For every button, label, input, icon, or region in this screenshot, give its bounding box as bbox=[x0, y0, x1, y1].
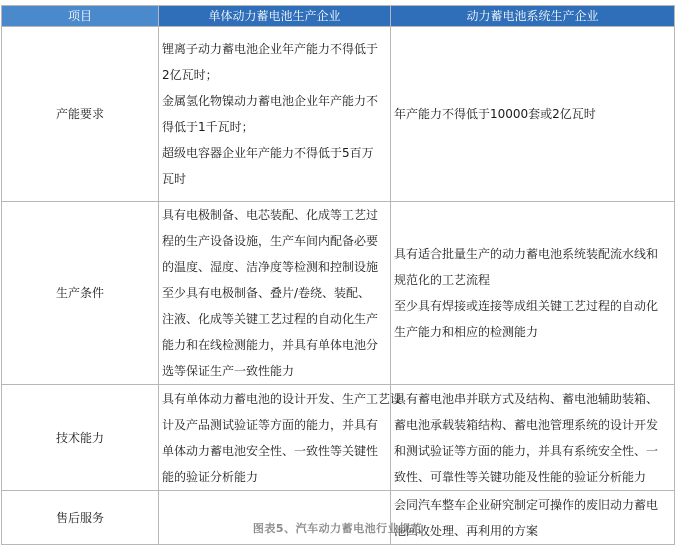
text-line: 具有适合批量生产的动力蓄电池系统装配流水线和 bbox=[394, 247, 659, 261]
text-line: 和测试验证等方面的能力，并具有系统安全性、一 bbox=[394, 443, 659, 458]
text-line: 的温度、湿度、洁净度等检测和控制设施 bbox=[162, 260, 379, 274]
text-line: 超级电容器企业年产能力不得低于5百万 bbox=[162, 146, 374, 160]
table-row bbox=[2, 491, 675, 545]
header-row bbox=[2, 6, 675, 27]
text-line: 具有单体动力蓄电池的设计开发、生产工艺设 bbox=[162, 391, 403, 406]
header-item: 项目 bbox=[2, 6, 159, 27]
text-line: 金属氢化物镍动力蓄电池企业年产能力不 bbox=[162, 94, 379, 108]
cell-enterprise-value bbox=[159, 202, 391, 385]
spec-table bbox=[1, 5, 675, 545]
text-line: 注液、化成等关键工艺过程的自动化生产 bbox=[162, 312, 379, 326]
table-row bbox=[2, 27, 675, 202]
table-row bbox=[2, 202, 675, 385]
text-line: 规范化的工艺流程 bbox=[394, 273, 491, 287]
table-row bbox=[2, 385, 675, 491]
text-line: 生产能力和相应的检测能力 bbox=[394, 325, 539, 339]
cell-enterprise-value bbox=[159, 385, 403, 491]
text-line: 年产能力不得低于10000套或2亿瓦时 bbox=[394, 107, 596, 121]
text-line: 能力和在线检测能力，并具有单体电池分 bbox=[162, 338, 379, 352]
cell-enterprise-value bbox=[159, 491, 391, 545]
text-line: 2亿瓦时； bbox=[162, 68, 218, 82]
text-line: 具有蓄电池串并联方式及结构、蓄电池辅助装箱、 bbox=[394, 391, 659, 406]
row-item-label: 生产条件 bbox=[2, 202, 159, 385]
text-line: 锂离子动力蓄电池企业年产能力不得低于 bbox=[162, 42, 379, 56]
text-line: 会同汽车整车企业研究制定可操作的废旧动力蓄电 bbox=[394, 497, 659, 512]
text-line: 选等保证生产一致性能力 bbox=[162, 364, 295, 378]
header-cell-enterprise: 单体动力蓄电池生产企业 bbox=[159, 6, 391, 27]
text-line: 至少具有焊接或连接等成组关键工艺过程的自动化 bbox=[394, 299, 659, 313]
system-enterprise-value bbox=[391, 385, 675, 491]
system-enterprise-value bbox=[391, 491, 675, 545]
text-line: 单体动力蓄电池安全性、一致性等关键性 bbox=[162, 443, 379, 458]
text-line: 池回收处理、再利用的方案 bbox=[394, 523, 539, 538]
system-enterprise-value bbox=[391, 27, 675, 202]
row-item-label: 技术能力 bbox=[2, 385, 159, 491]
text-line: 具有电极制备、电芯装配、化成等工艺过 bbox=[162, 208, 379, 222]
text-line: 至少具有电极制备、叠片/卷绕、装配、 bbox=[162, 286, 371, 300]
text-line: 蓄电池承载装箱结构、蓄电池管理系统的设计开发 bbox=[394, 417, 659, 432]
text-line: 瓦时 bbox=[162, 172, 187, 186]
header-system-enterprise: 动力蓄电池系统生产企业 bbox=[391, 6, 675, 27]
row-item-label: 产能要求 bbox=[2, 27, 159, 202]
system-enterprise-value bbox=[391, 202, 675, 385]
text-line: 计及产品测试验证等方面的能力，并具有 bbox=[162, 417, 379, 432]
text-line: 能的验证分析能力 bbox=[162, 469, 259, 484]
text-line: 程的生产设备设施，生产车间内配备必要 bbox=[162, 234, 379, 248]
text-line: 得低于1千瓦时； bbox=[162, 120, 254, 134]
cell-enterprise-value bbox=[159, 27, 391, 202]
text-line: 致性、可靠性等关键功能及性能的验证分析能力 bbox=[394, 469, 647, 484]
figure-caption: 图表5、汽车动力蓄电池行业规范 bbox=[252, 522, 423, 535]
row-item-label: 售后服务 bbox=[2, 491, 159, 545]
